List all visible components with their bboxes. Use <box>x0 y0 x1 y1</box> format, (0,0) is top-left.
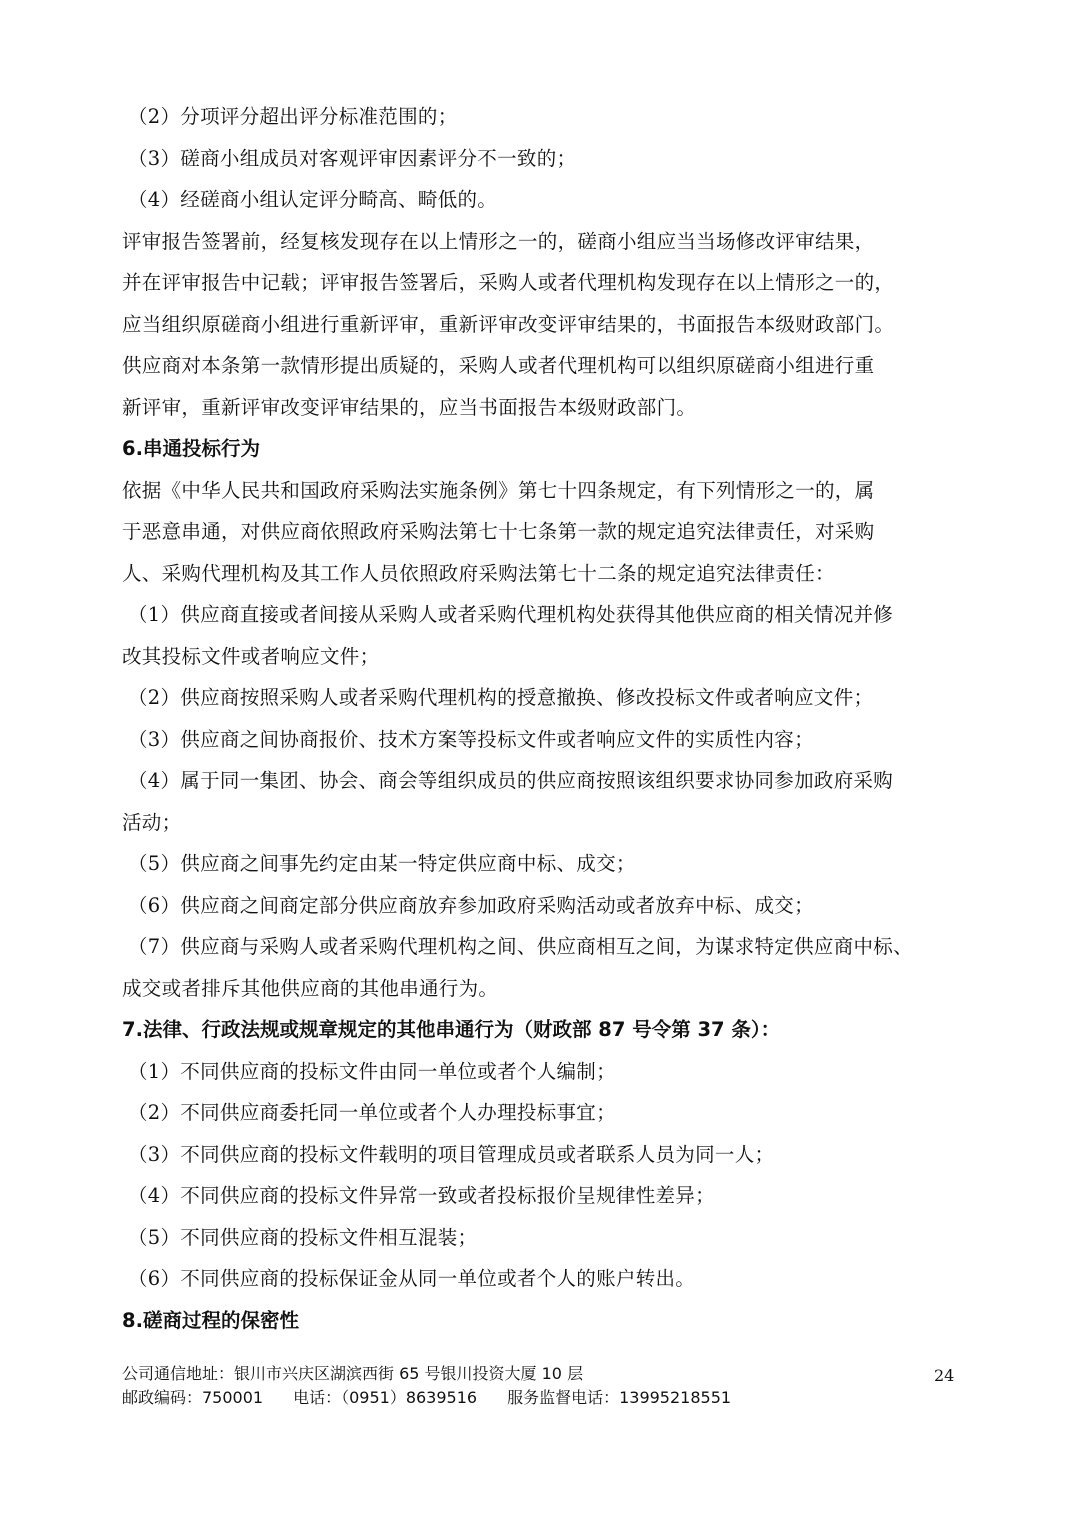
list-item: （1）供应商直接或者间接从采购人或者采购代理机构处获得其他供应商的相关情况并修 <box>128 603 894 626</box>
footer-phone: 电话：（0951）8639516 <box>293 1388 478 1407</box>
footer-postcode: 邮政编码：750001 <box>122 1388 264 1407</box>
document-body <box>122 96 962 1341</box>
page-footer <box>122 1362 962 1410</box>
list-item: （6）供应商之间商定部分供应商放弃参加政府采购活动或者放弃中标、成交； <box>128 893 814 917</box>
paragraph-line: 评审报告签署前，经复核发现存在以上情形之一的，磋商小组应当当场修改评审结果， <box>122 229 875 253</box>
list-item: （4）属于同一集团、协会、商会等组织成员的供应商按照该组织要求协同参加政府采购 <box>128 769 894 792</box>
footer-service-phone: 服务监督电话：13995218551 <box>507 1388 732 1407</box>
paragraph-line: 应当组织原磋商小组进行重新评审，重新评审改变评审结果的，书面报告本级财政部门。 <box>122 312 895 336</box>
paragraph-line: 并在评审报告中记载；评审报告签署后，采购人或者代理机构发现存在以上情形之一的， <box>122 271 895 294</box>
list-item: （4）经磋商小组认定评分畸高、畸低的。 <box>128 188 498 211</box>
list-item: （1）不同供应商的投标文件由同一单位或者个人编制； <box>128 1059 616 1083</box>
paragraph-line: 于恶意串通，对供应商依照政府采购法第七十七条第一款的规定追究法律责任，对采购 <box>122 520 875 543</box>
list-item: （5）不同供应商的投标文件相互混装； <box>128 1225 478 1249</box>
section-heading: 8.磋商过程的保密性 <box>122 1308 299 1332</box>
list-item: （3）不同供应商的投标文件载明的项目管理成员或者联系人员为同一人； <box>128 1142 775 1166</box>
list-item: （2）不同供应商委托同一单位或者个人办理投标事宜； <box>128 1101 616 1124</box>
paragraph-line: 改其投标文件或者响应文件； <box>122 644 380 668</box>
page-number: 24 <box>934 1366 955 1385</box>
list-item: （2）供应商按照采购人或者采购代理机构的授意撤换、修改投标文件或者响应文件； <box>128 686 874 709</box>
footer-address: 公司通信地址：银川市兴庆区湖滨西街 65 号银川投资大厦 10 层 <box>122 1364 584 1383</box>
list-item: （3）磋商小组成员对客观评审因素评分不一致的； <box>128 146 577 170</box>
section-heading: 6.串通投标行为 <box>122 437 260 460</box>
paragraph-line: 依据《中华人民共和国政府采购法实施条例》第七十四条规定，有下列情形之一的，属 <box>122 478 875 502</box>
paragraph-line: 供应商对本条第一款情形提出质疑的，采购人或者代理机构可以组织原磋商小组进行重 <box>122 354 875 377</box>
list-item: （2）分项评分超出评分标准范围的； <box>128 105 458 128</box>
paragraph-line: 成交或者排斥其他供应商的其他串通行为。 <box>122 976 499 1000</box>
list-item: （6）不同供应商的投标保证金从同一单位或者个人的账户转出。 <box>128 1267 696 1290</box>
paragraph-line: 新评审，重新评审改变评审结果的，应当书面报告本级财政部门。 <box>122 395 697 419</box>
paragraph-line: 活动； <box>122 810 182 834</box>
list-item: （5）供应商之间事先约定由某一特定供应商中标、成交； <box>128 852 636 875</box>
list-item: （3）供应商之间协商报价、技术方案等投标文件或者响应文件的实质性内容； <box>128 727 814 751</box>
section-heading: 7.法律、行政法规或规章规定的其他串通行为（财政部 87 号令第 37 条）： <box>122 1018 781 1041</box>
footer-contact-row <box>122 1386 962 1410</box>
list-item: （7）供应商与采购人或者采购代理机构之间、供应商相互之间，为谋求特定供应商中标、 <box>128 935 913 958</box>
paragraph-line: 人、采购代理机构及其工作人员依照政府采购法第七十二条的规定追究法律责任： <box>122 561 835 585</box>
list-item: （4）不同供应商的投标文件异常一致或者投标报价呈规律性差异； <box>128 1184 715 1207</box>
